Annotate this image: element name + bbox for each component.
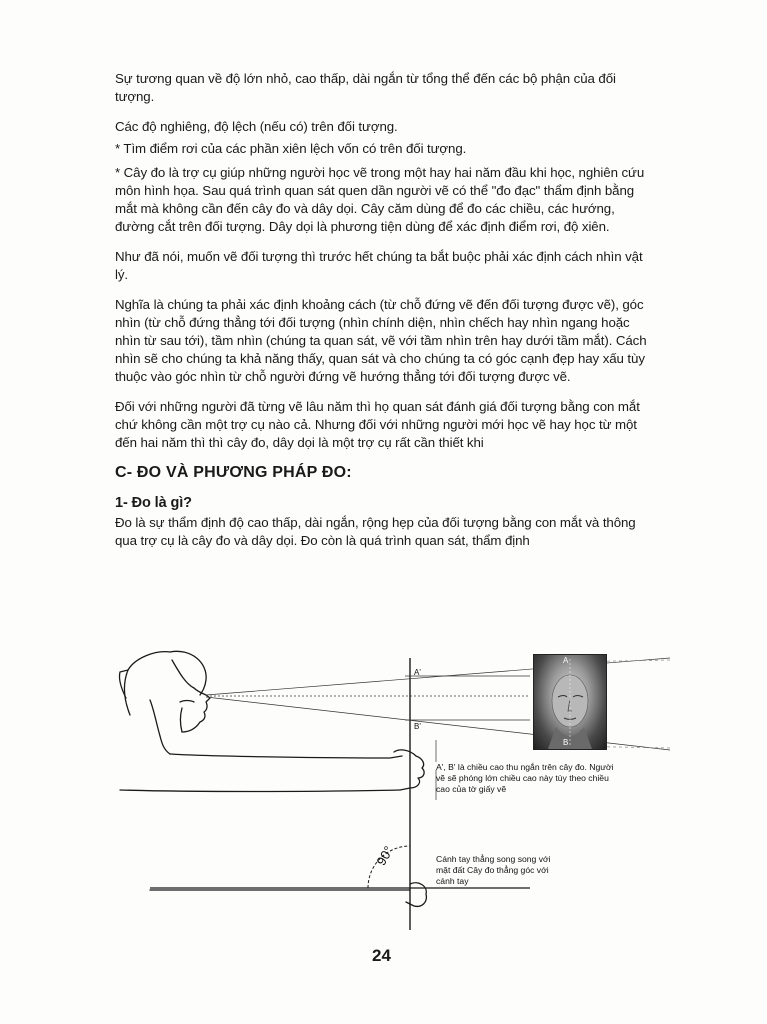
angle-label: 90°	[373, 843, 397, 868]
label-b-prime: B'	[414, 722, 421, 731]
face-profile	[182, 688, 210, 732]
arm-bottom	[120, 790, 400, 792]
section-heading: C- ĐO VÀ PHƯƠNG PHÁP ĐO:	[115, 464, 352, 481]
caption-arm-parallel: Cánh tay thẳng song song với mặt đất Cây đo thẳng góc với cánh tay	[436, 854, 551, 886]
paragraph-bullet-fall-point: * Tìm điểm rơi của các phần xiên lệch vốn có trên đối tượng.	[115, 141, 467, 156]
label-b: B	[563, 738, 569, 747]
measuring-illustration	[110, 640, 670, 930]
subheading: 1- Đo là gì?	[115, 495, 192, 511]
sculpture-head-icon	[534, 655, 606, 749]
paragraph-definition: Đo là sự thẩm định độ cao thấp, dài ngắn, rộng hẹp của đối tượng bằng con mắt và thông qua trợ cụ là cây đo và dây dọi. Đo còn là quá trình quan sát, thẩm định	[115, 515, 636, 548]
sculpture-photo	[533, 654, 607, 750]
page-number: 24	[372, 946, 391, 965]
caption-shortened-height: A', B' là chiều cao thu ngắn trên cây đo. Người vẽ sẽ phóng lớn chiều cao này tùy theo chiều cao của tờ giấy vẽ	[436, 762, 614, 794]
hair-outline	[124, 652, 170, 715]
paragraph-viewing: Như đã nói, muốn vẽ đối tượng thì trước hết chúng ta bắt buộc phải xác định cách nhìn vật lý.	[115, 249, 643, 282]
label-a: A	[563, 656, 569, 665]
paragraph-bullet-measuring-stick: * Cây đo là trợ cụ giúp những người học vẽ trong một hay hai năm đầu khi học, nghiên cứu môn hình họa. Sau quá trình quan sát quen dần người vẽ có thể "đo đạc" thẩm định bằng mắt mà không cần đến cây đo và dây dọi. Cây căm dùng để đo các chiều, các hướng, đường cắt trên đối tượng. Dây dọi là phương tiện dùng để xác định điểm rơi, độ xiên.	[115, 165, 645, 234]
arm-top	[170, 754, 402, 758]
paragraph-experienced: Đối với những người đã từng vẽ lâu năm thì họ quan sát đánh giá đối tượng bằng con mắt chứ không cần một trợ cụ nào cả. Nhưng đối với những người mới học vẽ hay học từ một đến hai năm thì thì cây đo, dây dọi là một trợ cụ rất cần thiết khi	[115, 399, 640, 450]
body-text	[115, 70, 650, 562]
paragraph-tilt: Các độ nghiêng, độ lệch (nếu có) trên đối tượng.	[115, 119, 398, 134]
label-a-prime: A'	[414, 668, 421, 677]
paragraph-proportion: Sự tương quan về độ lớn nhỏ, cao thấp, dài ngắn từ tổng thể đến các bộ phận của đối tượng.	[115, 71, 616, 104]
paragraph-distance-angle: Nghĩa là chúng ta phải xác định khoảng cách (từ chỗ đứng vẽ đến đối tượng được vẽ), góc nhìn (từ chỗ đứng thẳng tới đối tượng (nhìn chính diện, nhìn chếch hay nhìn ngang hoặc nhìn từ sau tới), tầm nhìn (chúng ta quan sát, vẽ với tầm nhìn trên hay dưới tầm mắt). Cách nhìn sẽ cho chúng ta khả năng thấy, quan sát và cho chúng ta có góc cạnh đẹp hay xấu tùy thuộc vào góc nhìn từ chỗ người đứng vẽ hướng thẳng tới đối tượng được vẽ.	[115, 297, 647, 384]
